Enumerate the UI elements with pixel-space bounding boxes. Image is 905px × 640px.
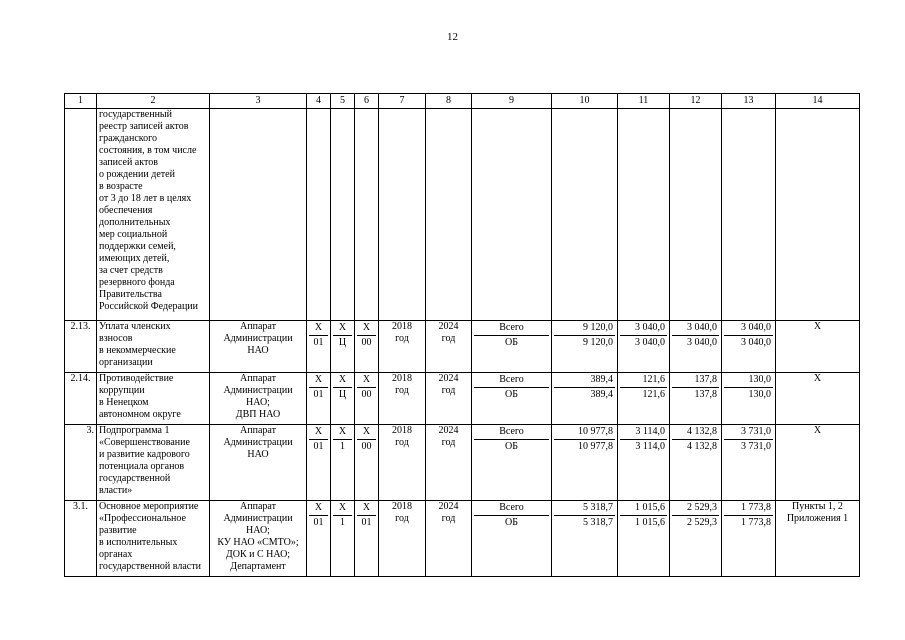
header-cell: 10 (552, 94, 618, 109)
page-number: 12 (447, 31, 458, 43)
header-cell: 13 (722, 94, 776, 109)
table-row: 2.13. Уплата членских взносов в некоммерческие организации Аппарат Администрации НАО Х 01 Х Ц Х 00 2018 год 2024 год Всего ОБ 9 120,0 9 120,0 3 040,0 3 040,0 3 040,0 3 040,0 3 040,0 3 040,0 Х (65, 321, 860, 373)
row-number: 2.13. (65, 321, 97, 373)
header-cell: 12 (670, 94, 722, 109)
end-year: 2024 год (426, 373, 472, 425)
row-number: 3.1. (65, 501, 97, 577)
measure-name: Основное мероприятие «Профессиональное развитие в исполнительных органах государственной власти (97, 501, 210, 577)
end-year: 2024 год (426, 425, 472, 501)
header-cell: 11 (618, 94, 670, 109)
executor: Аппарат Администрации НАО (210, 425, 307, 501)
program-table (64, 93, 860, 577)
header-cell: 8 (426, 94, 472, 109)
header-cell: 7 (379, 94, 426, 109)
notes: Пункты 1, 2 Приложения 1 (776, 501, 860, 577)
funding-source: Всего ОБ (472, 501, 552, 577)
start-year: 2018 год (379, 501, 426, 577)
start-year: 2018 год (379, 373, 426, 425)
header-cell: 3 (210, 94, 307, 109)
header-cell: 6 (355, 94, 379, 109)
row-number: 2.14. (65, 373, 97, 425)
header-cell: 2 (97, 94, 210, 109)
measure-name: Уплата членских взносов в некоммерческие организации (97, 321, 210, 373)
executor: Аппарат Администрации НАО (210, 321, 307, 373)
measure-name: Противодействие коррупции в Ненецком автономном округе (97, 373, 210, 425)
end-year: 2024 год (426, 501, 472, 577)
notes: Х (776, 425, 860, 501)
header-cell: 5 (331, 94, 355, 109)
executor: Аппарат Администрации НАО; ДВП НАО (210, 373, 307, 425)
end-year: 2024 год (426, 321, 472, 373)
continuation-row (65, 109, 860, 321)
table-row: 3.1. Основное мероприятие «Профессиональное развитие в исполнительных органах государственной власти Аппарат Администрации НАО; КУ НАО «СМТО»; ДОК и С НАО; Департамент Х 01 Х 1 Х 01 2018 год 2024 год Всего ОБ 5 318,7 5 318,7 1 015,6 1 015,6 2 529,3 2 529,3 1 773,8 1 773,8 Пункты 1, 2 Приложения 1 (65, 501, 860, 577)
header-cell: 9 (472, 94, 552, 109)
funding-source: Всего ОБ (472, 373, 552, 425)
executor: Аппарат Администрации НАО; КУ НАО «СМТО»; ДОК и С НАО; Департамент (210, 501, 307, 577)
table-row: 2.14. Противодействие коррупции в Ненецком автономном округе Аппарат Администрации НАО; ДВП НАО Х 01 Х Ц Х 00 2018 год 2024 год Всего ОБ 389,4 389,4 121,6 121,6 137,8 137,8 130,0 130,0 Х (65, 373, 860, 425)
header-row (65, 94, 860, 109)
header-cell: 1 (65, 94, 97, 109)
notes: Х (776, 321, 860, 373)
header-cell: 14 (776, 94, 860, 109)
notes: Х (776, 373, 860, 425)
header-cell: 4 (307, 94, 331, 109)
measure-name: Подпрограмма 1 «Совершенствование и развитие кадрового потенциала органов государственной власти» (97, 425, 210, 501)
measure-name: государственный реестр записей актов гражданского состояния, в том числе записей актов о рождении детей в возрасте от 3 до 18 лет в целях обеспечения дополнительных мер социальной поддержки семей, имеющих детей, за счет средств резервного фонда Правительства Российской Федерации (97, 109, 210, 321)
table-row: 3. Подпрограмма 1 «Совершенствование и развитие кадрового потенциала органов государственной власти» Аппарат Администрации НАО Х 01 Х 1 Х 00 2018 год 2024 год Всего ОБ 10 977,8 10 977,8 3 114,0 3 114,0 4 132,8 4 132,8 3 731,0 3 731,0 Х (65, 425, 860, 501)
funding-source: Всего ОБ (472, 425, 552, 501)
row-number: 3. (65, 425, 97, 501)
funding-source: Всего ОБ (472, 321, 552, 373)
start-year: 2018 год (379, 321, 426, 373)
start-year: 2018 год (379, 425, 426, 501)
